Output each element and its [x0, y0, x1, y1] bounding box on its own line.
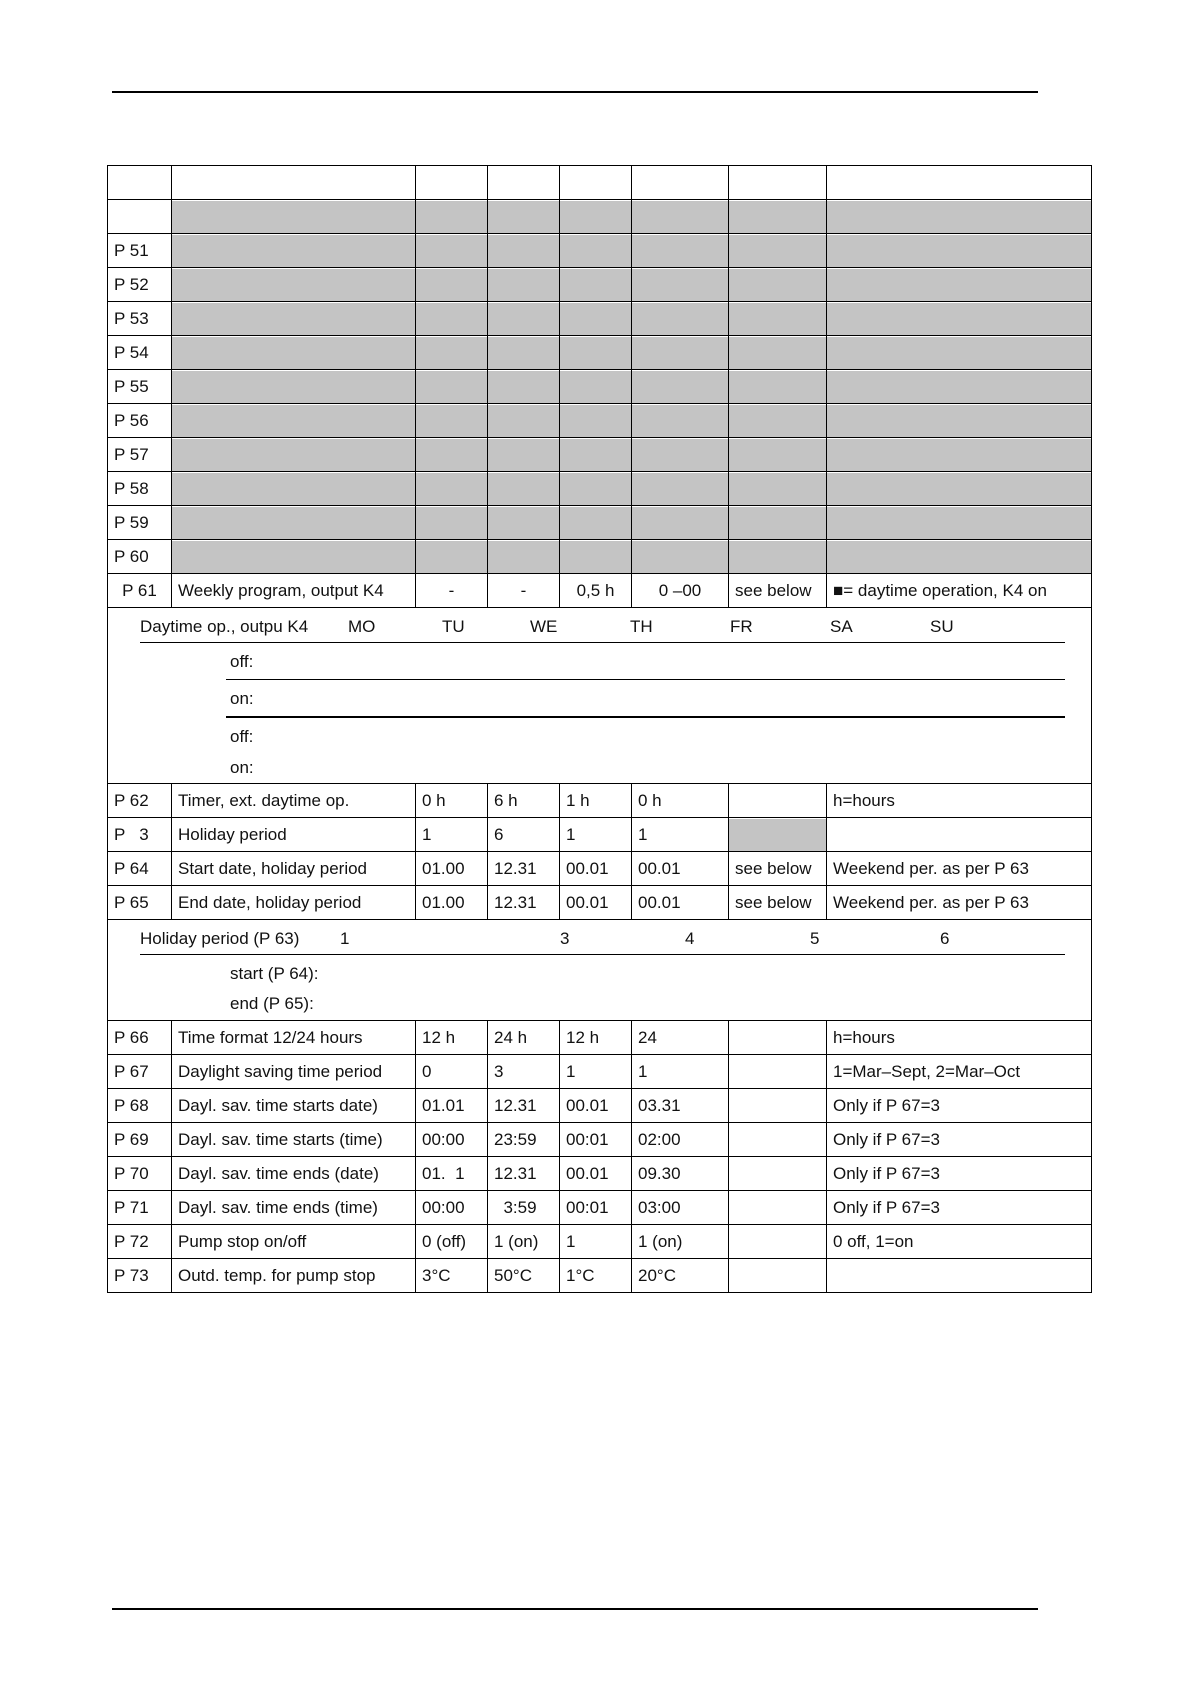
header-row-blank	[108, 166, 1092, 200]
table-row-p62: P 62 Timer, ext. daytime op. 0 h 6 h 1 h 0 h h=hours	[108, 784, 1092, 818]
table-row: P 55	[108, 370, 1092, 404]
weekly-header: Daytime op., outpu K4 MO TU WE TH FR SA SU	[140, 614, 1065, 643]
parameter-table	[107, 165, 1092, 1293]
table-row: P 54	[108, 336, 1092, 370]
table-row-p65: P 65 End date, holiday period 01.00 12.31 00.01 00.01 see below Weekend per. as per P 63	[108, 886, 1092, 920]
holiday-header: Holiday period (P 63) 1 3 4 5 6	[140, 926, 1065, 955]
table-row: P 58	[108, 472, 1092, 506]
table-row-p63: P 3 Holiday period 1 6 1 1	[108, 818, 1092, 852]
table-row: P 60	[108, 540, 1092, 574]
table-row: P 68 Dayl. sav. time starts date) 01.01 12.31 00.01 03.31 Only if P 67=3	[108, 1089, 1092, 1123]
table-row: P 56	[108, 404, 1092, 438]
table-row: P 73 Outd. temp. for pump stop 3°C 50°C 1°C 20°C	[108, 1259, 1092, 1293]
table-row: P 67 Daylight saving time period 0 3 1 1 1=Mar–Sept, 2=Mar–Oct	[108, 1055, 1092, 1089]
table-row: P 57	[108, 438, 1092, 472]
weekly-program-block: Daytime op., outpu K4 MO TU WE TH FR SA SU off: on: off: on:	[108, 608, 1092, 784]
table-row: P 66 Time format 12/24 hours 12 h 24 h 12 h 24 h=hours	[108, 1021, 1092, 1055]
table-row: P 52	[108, 268, 1092, 302]
table-row-p61: P 61 Weekly program, output K4 - - 0,5 h 0 –00 see below ■= daytime operation, K4 on	[108, 574, 1092, 608]
table-row-p64: P 64 Start date, holiday period 01.00 12.31 00.01 00.01 see below Weekend per. as per P 63	[108, 852, 1092, 886]
header-row-hatched	[108, 200, 1092, 234]
table-row: P 53	[108, 302, 1092, 336]
table-row: P 70 Dayl. sav. time ends (date) 01. 1 12.31 00.01 09.30 Only if P 67=3	[108, 1157, 1092, 1191]
table-row: P 51	[108, 234, 1092, 268]
header-rule	[112, 91, 1038, 93]
table-row: P 71 Dayl. sav. time ends (time) 00:00 3:59 00:01 03:00 Only if P 67=3	[108, 1191, 1092, 1225]
footer-rule	[112, 1608, 1038, 1610]
holiday-period-block: Holiday period (P 63) 1 3 4 5 6 start (P 64): end (P 65):	[108, 920, 1092, 1021]
table-row: P 72 Pump stop on/off 0 (off) 1 (on) 1 1 (on) 0 off, 1=on	[108, 1225, 1092, 1259]
table-row: P 69 Dayl. sav. time starts (time) 00:00 23:59 00:01 02:00 Only if P 67=3	[108, 1123, 1092, 1157]
table-row: P 59	[108, 506, 1092, 540]
